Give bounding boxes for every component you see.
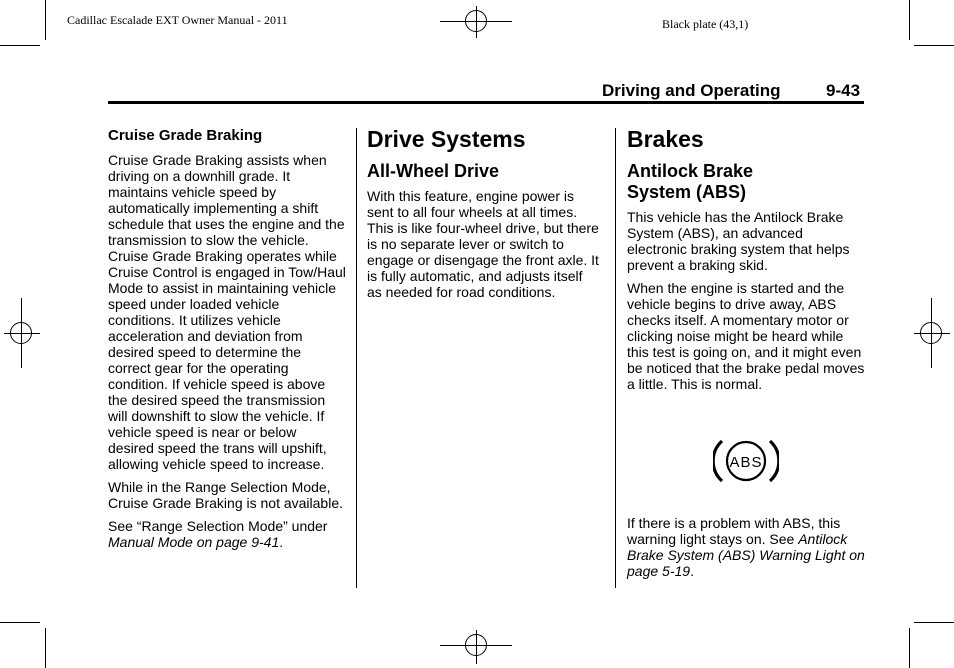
- registration-circle: [465, 10, 487, 32]
- column-1: [108, 127, 346, 557]
- registration-circle: [920, 322, 942, 344]
- plate-info: Black plate (43,1): [662, 17, 749, 31]
- column-2: [367, 127, 601, 307]
- cross-reference: Antilock Brake System (ABS) Warning Light on page 5-19: [627, 531, 865, 579]
- paragraph: Cruise Grade Braking assists when driving on a downhill grade. It maintains vehicle speed by automatically implementing a shift schedule that uses the engine and the transmission to slow the vehicle. Cruise Grade Braking operates while Cruise Control is engaged in Tow/Haul Mode to assist in maintaining vehicle speed under loaded vehicle conditions. It utilizes vehicle acceleration and deviation from desired speed to determine the correct gear for the operating condition. If vehicle speed is above the desired speed the transmission will downshift to slow the vehicle. If vehicle speed is near or below desired speed the trans will upshift, allowing vehicle speed to increase.: [108, 152, 346, 472]
- page-number: 9-43: [826, 81, 861, 100]
- paragraph: [108, 518, 346, 550]
- cruise-grade-braking-heading: Cruise Grade Braking: [108, 127, 263, 144]
- abs-icon-graphic: [713, 436, 779, 486]
- running-head-section: Driving and Operating: [602, 81, 781, 100]
- registration-circle: [465, 634, 487, 656]
- crop-mark: [914, 45, 954, 46]
- column-divider: [615, 128, 616, 588]
- crop-mark: [909, 628, 910, 668]
- crop-mark: [45, 628, 46, 668]
- text: .: [279, 534, 284, 550]
- crop-mark: [45, 0, 46, 40]
- all-wheel-drive-subtitle: All-Wheel Drive: [367, 161, 500, 181]
- paragraph: When the engine is started and the vehicle begins to drive away, ABS checks itself. A momentary motor or clicking noise might be heard while this test is going on, and it might even be noticed that the brake pedal moves a little. This is normal.: [627, 280, 865, 392]
- paragraph: While in the Range Selection Mode, Cruise Grade Braking is not available.: [108, 479, 344, 511]
- column-divider: [356, 128, 357, 588]
- abs-warning-light-icon: [713, 436, 779, 486]
- column-3: [627, 127, 865, 586]
- crop-mark: [0, 622, 40, 623]
- text: If there is a problem with ABS, this warning light stays on. See: [627, 515, 841, 547]
- paragraph: With this feature, engine power is sent to all four wheels at all times. This is like four-wheel drive, but there is no separate lever or switch to engage or disengage the front axle. It is fully automatic, and adjusts itself as needed for road conditions.: [367, 188, 599, 300]
- crop-mark: [909, 0, 910, 40]
- paragraph: This vehicle has the Antilock Brake System (ABS), an advanced electronic braking system that helps prevent a braking skid.: [627, 209, 850, 273]
- text: .: [690, 563, 694, 579]
- drive-systems-title: Drive Systems: [367, 126, 526, 152]
- paragraph: [627, 515, 865, 579]
- abs-icon-label: ABS: [729, 454, 763, 471]
- registration-circle: [10, 322, 32, 344]
- crop-mark: [0, 45, 40, 46]
- plate-manual-title: Cadillac Escalade EXT Owner Manual - 2011: [67, 13, 288, 27]
- header-rule: [108, 101, 864, 104]
- text: See “Range Selection Mode” under: [108, 518, 328, 534]
- abs-subtitle: Antilock Brake System (ABS): [627, 161, 754, 202]
- brakes-title: Brakes: [627, 126, 704, 152]
- crop-mark: [914, 622, 954, 623]
- cross-reference: Manual Mode on page 9-41: [108, 534, 280, 550]
